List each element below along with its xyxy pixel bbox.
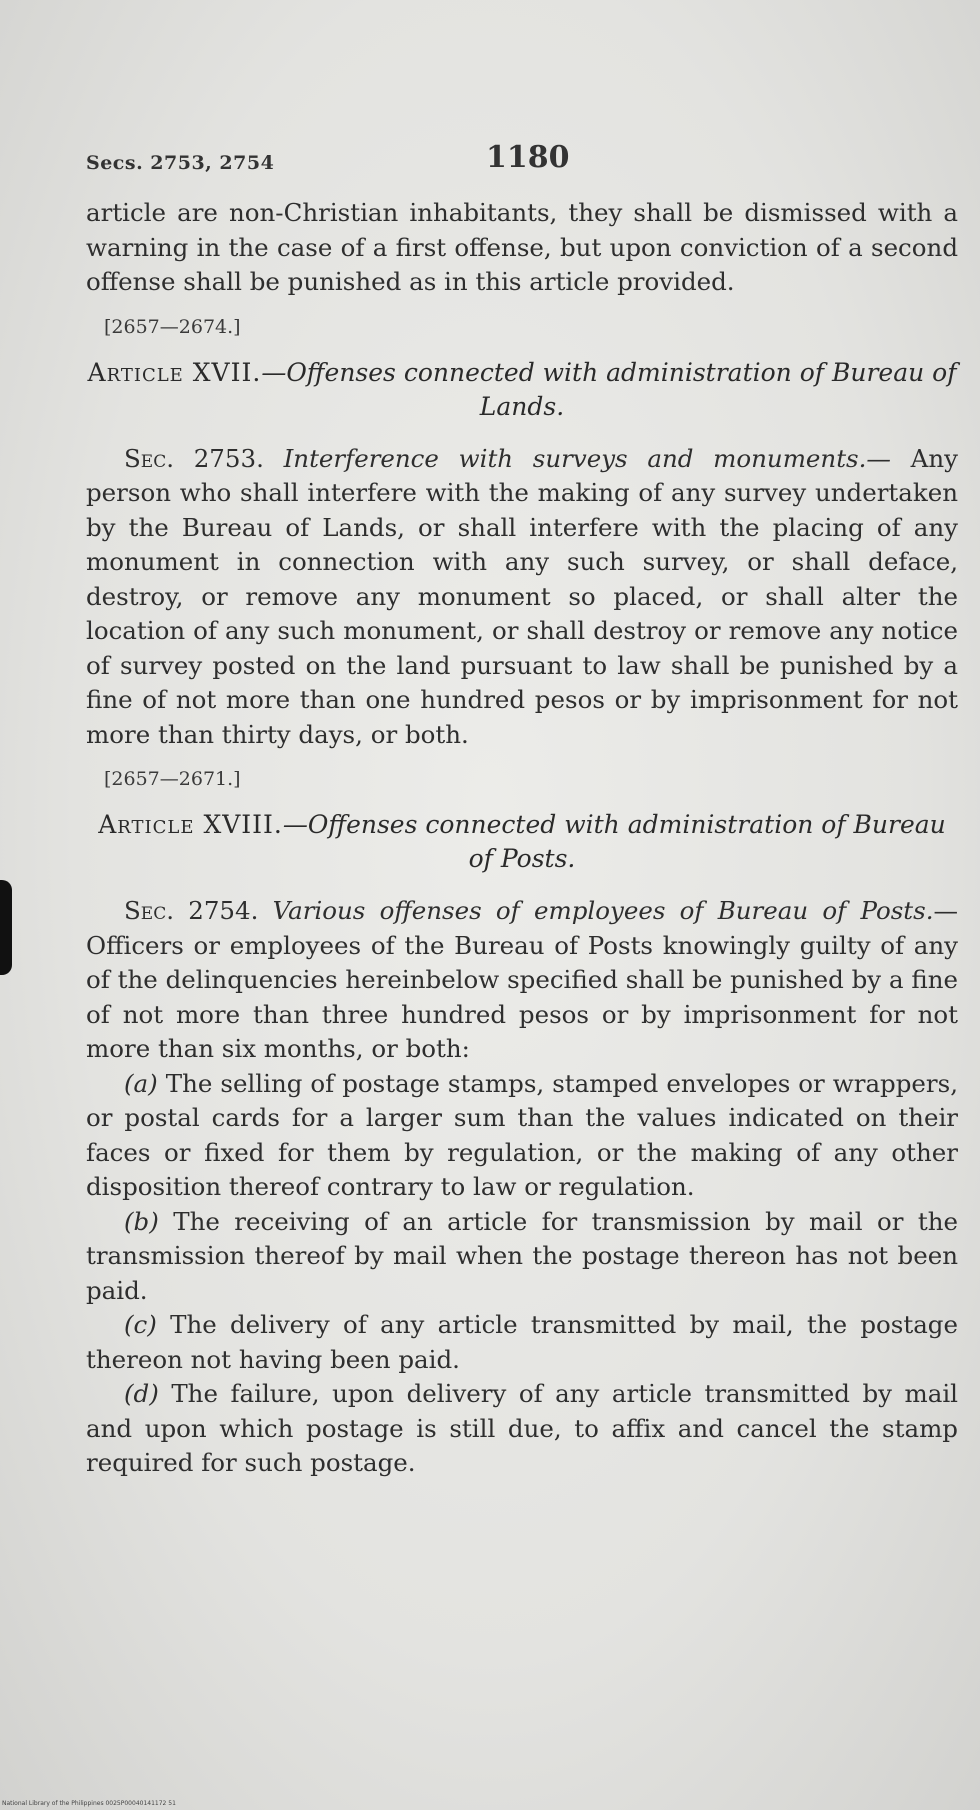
list-item-b (86, 1205, 958, 1309)
section-2753 (86, 442, 958, 753)
article-18-label: Article XVIII. (98, 810, 283, 839)
item-c-letter: (c) (124, 1310, 157, 1339)
article-17-heading (86, 356, 958, 424)
item-a-letter: (a) (124, 1068, 158, 1098)
item-d-letter: (d) (124, 1379, 159, 1408)
scan-footer: National Library of the Philippines 0025P00040141172 51 (2, 1800, 176, 1807)
section-2753-title: Interference with surveys and monuments.— (283, 443, 891, 473)
item-d-text: The failure, upon delivery of any article transmitted by mail and upon which postage is still due, to affix and cancel the stamp required for such postage. (86, 1379, 958, 1477)
page-number: 1180 (486, 140, 570, 175)
item-b-letter: (b) (124, 1206, 159, 1236)
section-2753-text: Any person who shall interfere with the making of any survey undertaken by the Bureau of Lands, or shall interfere with the placing of any monument in connection with any such survey, or shall deface, destroy, or remove any monument so placed, or shall alter the location of any such monument, or shall destroy or remove any notice of survey posted on the land pursuant to law shall be punished by a fine of not more than one hundred pesos or by imprisonment for not more than thirty days, or both. (86, 443, 958, 749)
article-17-label: Article XVII. (87, 357, 262, 387)
article-17-title: —Offenses connected with administration of Bureau of Lands. (261, 357, 957, 421)
section-2753-label: Sec. 2753. (124, 443, 264, 473)
binding-shadow (0, 880, 12, 975)
article-18-title: —Offenses connected with administration of Bureau of Posts. (282, 810, 946, 873)
list-item-d (86, 1377, 958, 1481)
section-2754 (86, 894, 958, 1067)
page-body (86, 196, 958, 1481)
list-item-a (86, 1067, 958, 1205)
section-2754-text: —Officers or employees of the Bureau of Posts knowingly guilty of any of the delinquencies hereinbelow specified shall be punished by a fine of not more than three hundred pesos or by imprisonment for not more than six months, or both: (86, 896, 958, 1063)
page-header (86, 140, 956, 180)
section-2754-label: Sec. 2754. (124, 896, 259, 925)
reference-2: [2657—2671.] (104, 768, 241, 790)
item-b-text: The receiving of an article for transmission by mail or the transmission thereof by mail when the postage thereon has not been paid. (86, 1206, 958, 1305)
article-18-heading (86, 808, 958, 876)
list-item-c (86, 1308, 958, 1377)
item-c-text: The delivery of any article transmitted by mail, the postage thereon not having been paid. (86, 1310, 958, 1374)
item-a-text: The selling of postage stamps, stamped envelopes or wrappers, or postal cards for a larger sum than the values indicated on their faces or fixed for them by regulation, or the making of any other disposition thereof contrary to law or regulation. (86, 1068, 958, 1201)
intro-paragraph: article are non-Christian inhabitants, they shall be dismissed with a warning in the case of a first offense, but upon conviction of a second offense shall be punished as in this article provided. (86, 198, 958, 296)
reference-1: [2657—2674.] (104, 315, 241, 338)
section-2754-title: Various offenses of employees of Bureau of Posts. (272, 896, 934, 925)
running-head-sections: Secs. 2753, 2754 (86, 152, 275, 174)
